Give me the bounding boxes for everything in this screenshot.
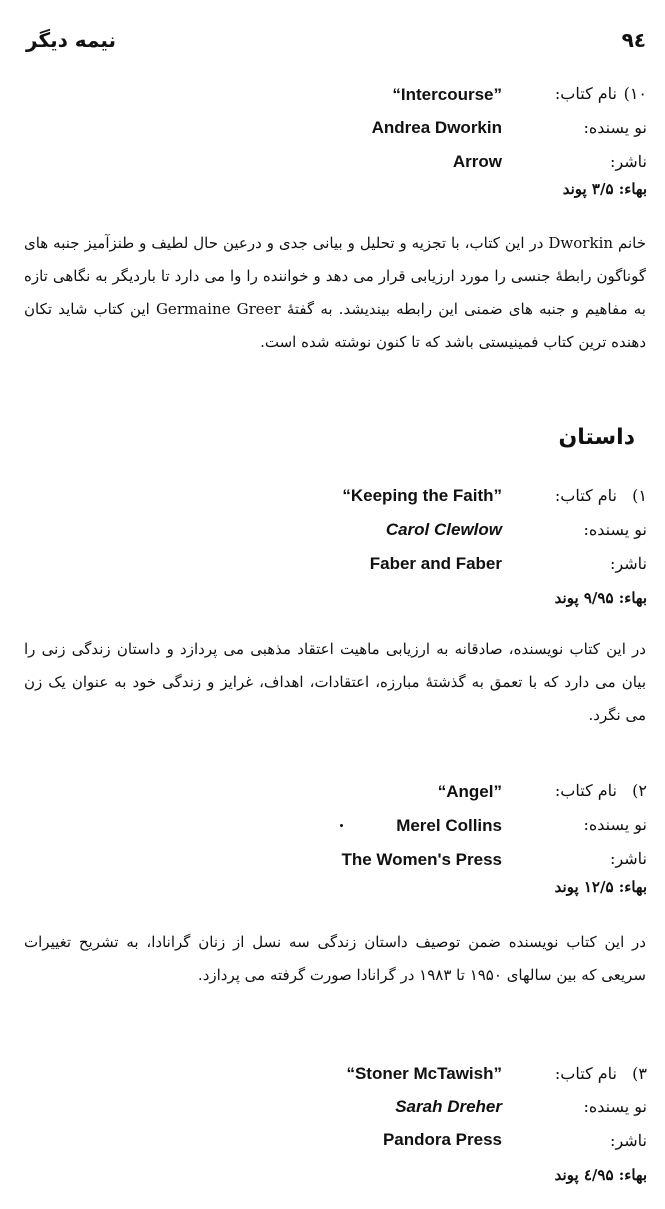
- publisher-label: ناشر:: [610, 849, 647, 868]
- book-title-label: نام کتاب:: [554, 781, 617, 800]
- publisher-name: Arrow: [452, 152, 502, 171]
- publisher-name: Faber and Faber: [369, 554, 502, 573]
- author-label: نو یسنده:: [583, 520, 647, 539]
- book-title: “Keeping the Faith”: [342, 486, 502, 505]
- book-title-label: نام کتاب:: [554, 1064, 617, 1083]
- publisher-label: ناشر:: [610, 554, 647, 573]
- price: بهاء: ۳/۵ پوند: [562, 180, 647, 198]
- entry-number: ۳): [632, 1064, 647, 1083]
- author-name: Andrea Dworkin: [371, 118, 502, 137]
- running-title: نیمه دیگر: [26, 28, 117, 52]
- book-title: “Stoner McTawish”: [346, 1064, 502, 1083]
- author-label: نو یسنده:: [583, 815, 647, 834]
- entry-number: ۲): [632, 781, 647, 800]
- book-title-label: نام کتاب:: [554, 84, 617, 103]
- author-name: Sarah Dreher: [395, 1097, 502, 1116]
- publisher-label: ناشر:: [610, 1131, 647, 1150]
- book-description: خانم Dworkin در این کتاب، با تجزیه و تحلیل و بیانی جدی و درعین حال لطیف و طنزآمیز جنبه های گوناگون رابطهٔ جنسی را مورد ارزیابی قرار می دهد و خواننده را وا می دارد تا باردیگر به نگاهی تازه به مفاهیم و جنبه های ضمنی این رابطه بیندیشد. به گفتهٔ Germaine Greer این کتاب شاید تکان دهنده ترین کتاب فمینیستی باشد که تا کنون نوشته شده است.: [24, 234, 646, 351]
- author-name: Merel Collins: [396, 816, 502, 835]
- publisher-name: The Women's Press: [341, 850, 502, 869]
- publisher-label: ناشر:: [610, 152, 647, 171]
- book-title: “Intercourse”: [392, 85, 502, 104]
- book-title: “Angel”: [437, 782, 502, 801]
- book-description: در این کتاب نویسنده ضمن توصیف داستان زندگی سه نسل از زنان گرانادا، به تشریح تغییرات سریعی که بین سالهای ۱۹۵۰ تا ۱۹۸۳ در گرانادا صورت گرفته می پردازد.: [24, 933, 646, 984]
- price: بهاء: ۱۲/۵ پوند: [554, 878, 647, 896]
- author-label: نو یسنده:: [583, 118, 647, 137]
- author-label: نو یسنده:: [583, 1097, 647, 1116]
- book-description: در این کتاب نویسنده، صادقانه به ارزیابی ماهیت اعتقاد مذهبی می پردازد و داستان زندگی زنی را بیان می دارد که با تعمق به گذشتهٔ مبارزه، اعتقادات، اهداف، غرایز و زندگی خود به عنوان یک زن می نگرد.: [24, 640, 646, 724]
- price: بهاء: ٤/۹۵ پوند: [554, 1166, 647, 1184]
- book-title-label: نام کتاب:: [554, 486, 617, 505]
- price: بهاء: ۹/۹۵ پوند: [554, 589, 647, 607]
- page-number: ۹٤: [621, 28, 646, 52]
- section-heading-fiction: داستان: [558, 425, 635, 450]
- publisher-name: Pandora Press: [382, 1130, 502, 1149]
- author-name: Carol Clewlow: [385, 520, 502, 539]
- print-speck: [340, 824, 343, 827]
- entry-number: ۱۰): [623, 84, 647, 103]
- entry-number: ۱): [632, 486, 647, 505]
